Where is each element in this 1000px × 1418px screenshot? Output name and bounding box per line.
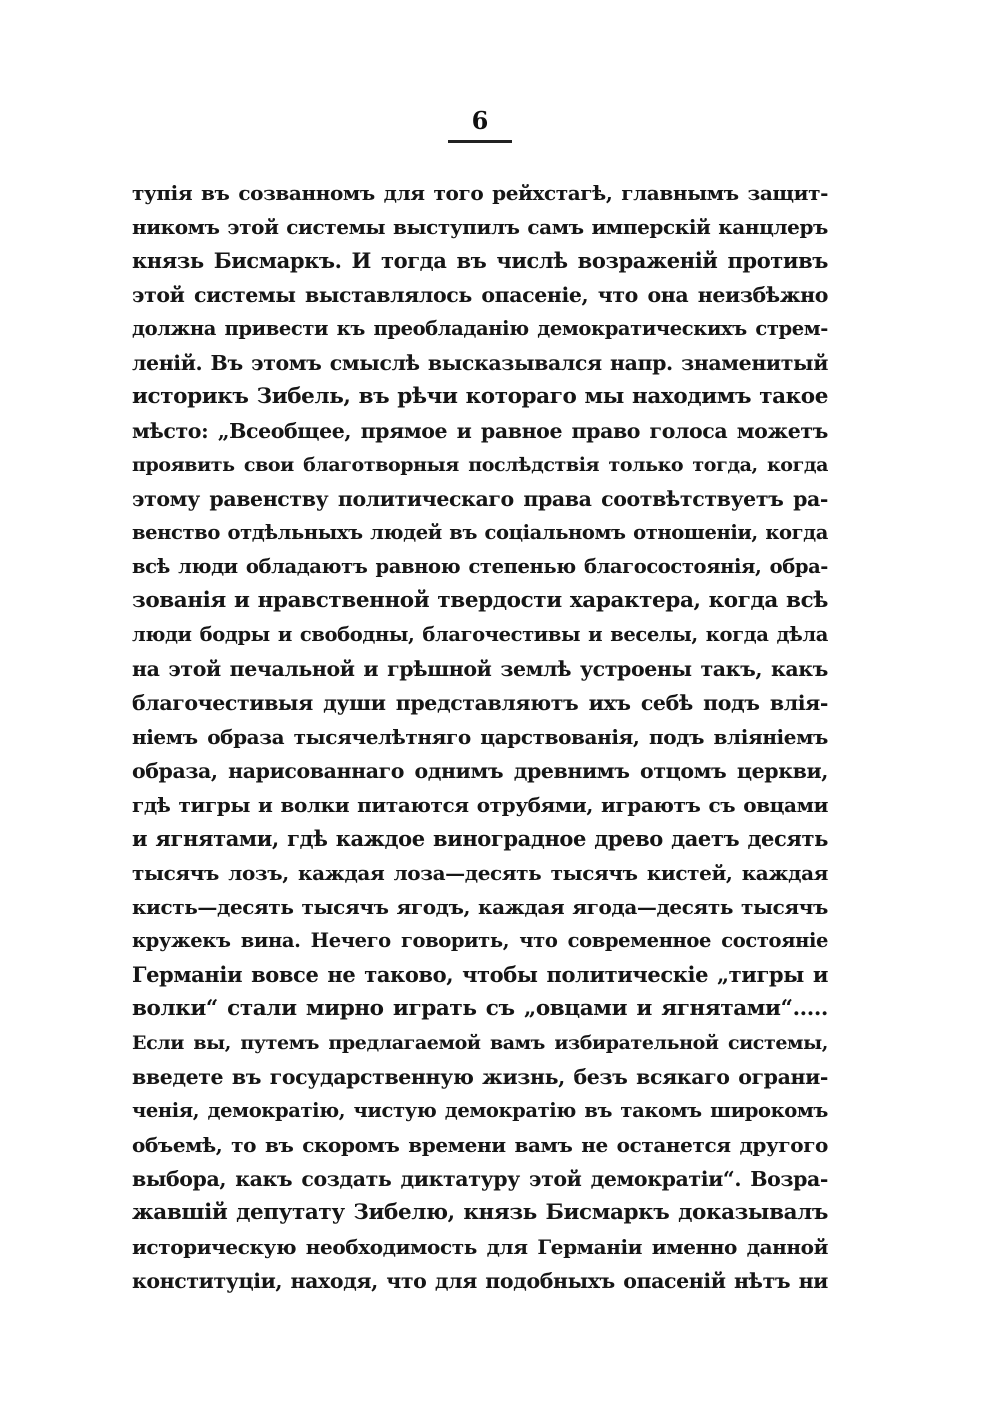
text-line: образа, нарисованнаго однимъ древнимъ отцомъ церкви, bbox=[132, 759, 828, 783]
text-line: должна привести къ преобладанію демократическихъ стрем- bbox=[132, 317, 828, 340]
text-line: зованія и нравственной твердости характера, когда всѣ bbox=[132, 588, 828, 613]
text-line: и ягнятами, гдѣ каждое виноградное древо даетъ десять bbox=[132, 826, 828, 851]
text-line: конституціи, находя, что для подобныхъ опасеній нѣтъ ни bbox=[132, 1269, 828, 1293]
text-line: волки“ стали мирно играть съ „овцами и ягнятами“..... bbox=[132, 996, 828, 1021]
page-number-rule bbox=[448, 140, 512, 143]
text-line: мѣсто: „Всеобщее, прямое и равное право голоса можетъ bbox=[132, 419, 828, 443]
text-line: этой системы выставлялось опасеніе, что она неизбѣжно bbox=[132, 283, 828, 307]
text-line: историческую необходимость для Германіи именно данной bbox=[132, 1235, 828, 1259]
text-line: проявить свои благотворныя послѣдствія только тогда, когда bbox=[132, 454, 828, 476]
text-line: объемѣ, то въ скоромъ времени вамъ не останется другого bbox=[132, 1133, 828, 1157]
text-line: историкъ Зибель, въ рѣчи котораго мы находимъ такое bbox=[132, 384, 828, 409]
text-line: никомъ этой системы выступилъ самъ имперскій канцлеръ bbox=[132, 215, 828, 239]
text-line: всѣ люди обладаютъ равною степенью благосостоянія, обра- bbox=[132, 555, 828, 578]
text-line: на этой печальной и грѣшной землѣ устроены такъ, какъ bbox=[132, 657, 828, 681]
text-line: благочестивыя души представляютъ ихъ себѣ подъ влія- bbox=[132, 691, 828, 715]
text-line: ніемъ образа тысячелѣтняго царствованія, подъ вліяніемъ bbox=[132, 725, 828, 749]
text-line: этому равенству политическаго права соотвѣтствуетъ ра- bbox=[132, 487, 828, 511]
page-number: 6 bbox=[471, 106, 489, 135]
text-line: леній. Въ этомъ смыслѣ высказывался напр. знаменитый bbox=[132, 351, 828, 375]
text-line: ченія, демократію, чистую демократію въ такомъ широкомъ bbox=[132, 1099, 828, 1122]
text-line: князь Бисмаркъ. И тогда въ числѣ возраженій противъ bbox=[132, 248, 828, 273]
text-line: кисть—десять тысячъ ягодъ, каждая ягода—десять тысячъ bbox=[132, 895, 828, 919]
text-line: введете въ государственную жизнь, безъ всякаго ограни- bbox=[132, 1065, 828, 1089]
text-line: кружекъ вина. Нечего говорить, что современное состояніе bbox=[132, 929, 828, 952]
text-line: Германіи вовсе не таково, чтобы политическіе „тигры и bbox=[132, 962, 828, 987]
text-line: выбора, какъ создать диктатуру этой демократіи“. Возра- bbox=[132, 1167, 828, 1191]
body-text bbox=[132, 176, 828, 1298]
text-line: гдѣ тигры и волки питаются отрубями, играютъ съ овцами bbox=[132, 793, 828, 817]
text-line: тысячъ лозъ, каждая лоза—десять тысячъ кистей, каждая bbox=[132, 861, 828, 885]
text-line: тупія въ созванномъ для того рейхстагѣ, главнымъ защит- bbox=[132, 181, 828, 205]
text-line: венство отдѣльныхъ людей въ соціальномъ отношеніи, когда bbox=[132, 521, 828, 544]
text-line: люди бодры и свободны, благочестивы и веселы, когда дѣла bbox=[132, 623, 828, 646]
text-line: Если вы, путемъ предлагаемой вамъ избирательной системы, bbox=[132, 1032, 828, 1054]
page-header bbox=[440, 106, 520, 143]
text-line: жавшій депутату Зибелю, князь Бисмаркъ доказывалъ bbox=[132, 1200, 828, 1225]
